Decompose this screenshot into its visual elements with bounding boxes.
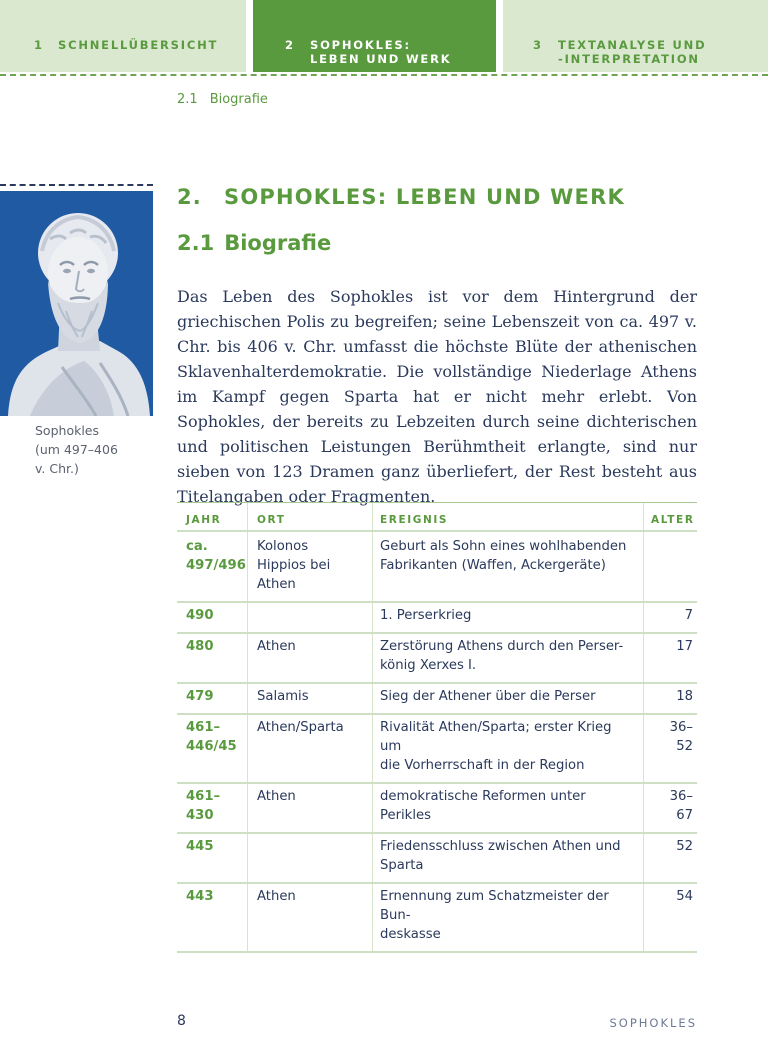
table-row <box>177 532 697 603</box>
chapter-title: SOPHOKLES: LEBEN UND WERK <box>224 185 625 209</box>
tab-label-line: LEBEN UND WERK <box>310 52 452 66</box>
event-cell: Rivalität Athen/Sparta; erster Krieg um die Vorherrschaft in der Region <box>373 715 644 782</box>
caption-line: Sophokles <box>35 423 100 438</box>
caption-line: (um 497–406 <box>35 442 118 457</box>
tab-schnelluebersicht[interactable] <box>0 0 246 72</box>
tab-label <box>558 38 706 66</box>
tab-number: 2 <box>285 38 295 52</box>
year-cell: 461–430 <box>177 784 248 832</box>
timeline-table <box>177 502 697 953</box>
table-header-row <box>177 503 697 532</box>
section-heading <box>177 231 331 255</box>
tab-label-line: -INTERPRETATION <box>558 52 700 66</box>
column-header-alter: ALTER <box>651 514 695 526</box>
body-paragraph: Das Leben des Sophokles ist vor dem Hintergrund der griechischen Polis zu begreifen; seine Lebenszeit von ca. 497 v. Chr. bis 406 v. Chr. umfasst die höchste Blüte der athenischen Sklavenhalterdemokratie. Die vollständige Niederlage Athens im Kampf gegen Sparta hat er nicht mehr erlebt. Von Sophokles, der bereits zu Lebzeiten durch seine dichterischen und politischen Leistungen Berühmtheit erlangte, sind nur sieben von 123 Dramen ganz überliefert, der Rest besteht aus Titelangaben oder Fragmenten. <box>177 287 697 506</box>
column-header-jahr: JAHR <box>177 503 248 530</box>
tab-label-line: TEXTANALYSE UND <box>558 38 707 52</box>
column-header-ort: ORT <box>248 503 373 530</box>
running-head-number: 2.1 <box>177 92 198 107</box>
table-row <box>177 715 697 784</box>
year-cell: 445 <box>177 834 248 882</box>
age-cell: 54 <box>676 889 693 904</box>
year-cell: 479 <box>177 684 248 713</box>
event-cell: 1. Perserkrieg <box>373 603 644 632</box>
age-cell: 7 <box>684 608 693 623</box>
chapter-number: 2. <box>177 185 202 209</box>
page-number: 8 <box>177 1013 186 1029</box>
table-row <box>177 834 697 884</box>
running-head-title: Biografie <box>209 92 268 107</box>
year-cell: 443 <box>177 884 248 951</box>
age-cell: 52 <box>676 839 693 854</box>
tab-label: SCHNELLÜBERSICHT <box>58 38 219 52</box>
event-cell: Zerstörung Athens durch den Perser- könig Xerxes I. <box>373 634 644 682</box>
tab-number: 1 <box>34 38 44 52</box>
table-row <box>177 634 697 684</box>
column-header-ereignis: EREIGNIS <box>373 503 644 530</box>
tab-sophokles-leben-und-werk[interactable] <box>253 0 496 72</box>
portrait-caption <box>35 421 153 478</box>
table-row <box>177 884 697 953</box>
running-head <box>177 92 268 107</box>
table-row <box>177 784 697 834</box>
footer-title: SOPHOKLES <box>609 1016 697 1030</box>
event-cell: Sieg der Athener über die Perser <box>373 684 644 713</box>
caption-line: v. Chr.) <box>35 461 79 476</box>
dashed-divider <box>0 184 153 186</box>
year-cell: 461– 446/45 <box>177 715 248 782</box>
age-cell <box>644 532 697 601</box>
section-number: 2.1 <box>177 231 215 255</box>
place-cell <box>248 603 373 632</box>
place-cell: Athen <box>248 884 373 951</box>
place-cell <box>248 834 373 882</box>
tab-label-line: SOPHOKLES: <box>310 38 411 52</box>
year-cell: 490 <box>177 603 248 632</box>
age-cell: 17 <box>676 639 693 654</box>
place-cell: Athen <box>248 784 373 832</box>
age-cell: 36–52 <box>669 720 693 754</box>
year-cell: 480 <box>177 634 248 682</box>
tab-textanalyse[interactable] <box>503 0 768 72</box>
place-cell: Salamis <box>248 684 373 713</box>
age-cell: 18 <box>676 689 693 704</box>
tab-number: 3 <box>533 38 543 52</box>
table-row <box>177 603 697 634</box>
bust-illustration <box>0 191 153 416</box>
event-cell: demokratische Reformen unter Perikles <box>373 784 644 832</box>
event-cell: Ernennung zum Schatzmeister der Bun- deskasse <box>373 884 644 951</box>
sophokles-bust-image <box>0 191 153 416</box>
dashed-divider <box>0 74 768 76</box>
year-cell: ca. 497/496 <box>177 532 248 601</box>
age-cell: 36–67 <box>669 789 693 823</box>
place-cell: Athen/Sparta <box>248 715 373 782</box>
table-row <box>177 684 697 715</box>
place-cell: Kolonos Hippios bei Athen <box>248 532 373 601</box>
event-cell: Geburt als Sohn eines wohlhabenden Fabrikanten (Waffen, Ackergeräte) <box>373 532 644 601</box>
chapter-tabs <box>0 0 768 72</box>
event-cell: Friedensschluss zwischen Athen und Sparta <box>373 834 644 882</box>
tab-label <box>310 38 451 66</box>
chapter-heading <box>177 185 625 209</box>
section-title: Biografie <box>224 231 332 255</box>
place-cell: Athen <box>248 634 373 682</box>
